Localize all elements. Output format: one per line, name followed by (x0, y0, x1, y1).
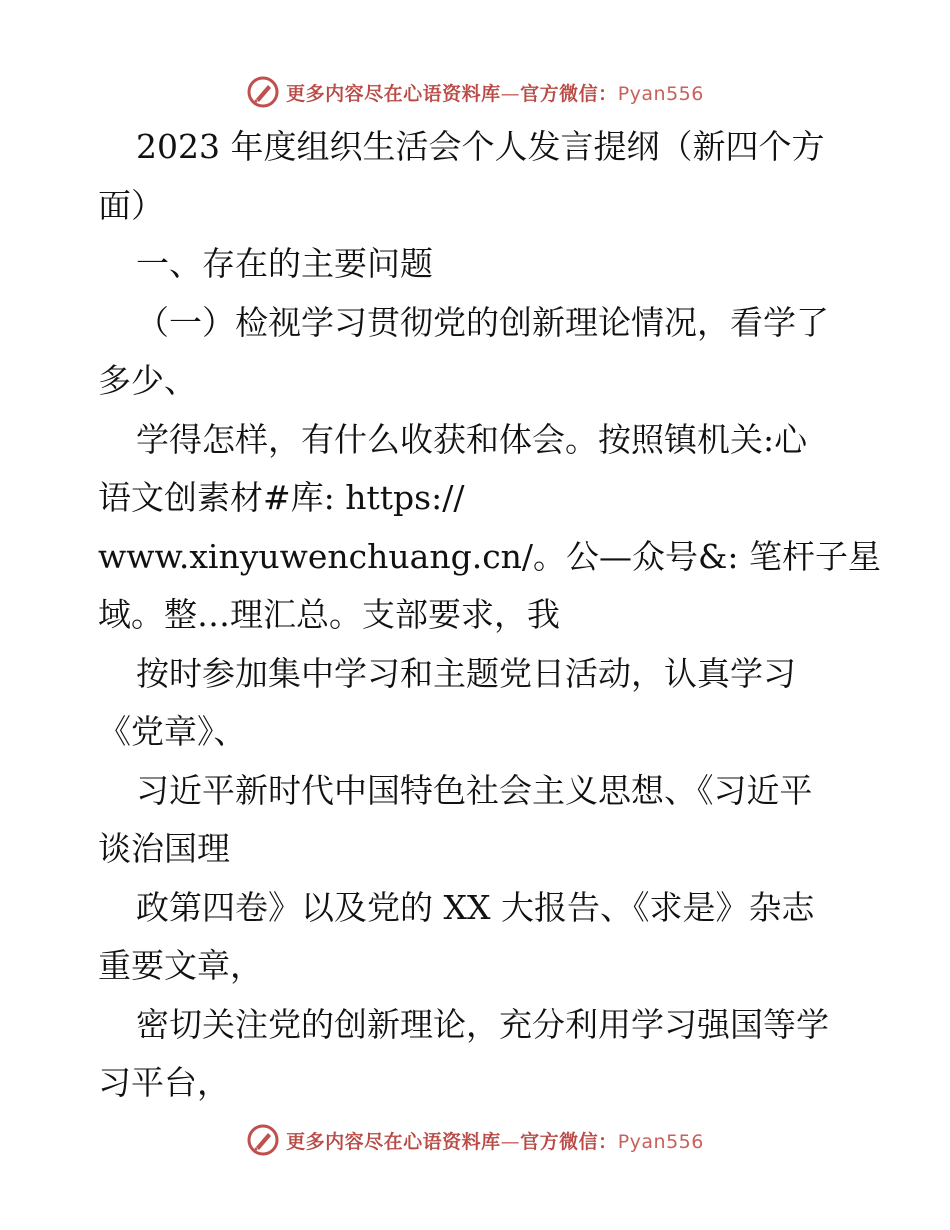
header-banner-account: Pyan556 (617, 82, 704, 105)
header-banner-main: 更多内容尽在心语资料库 (286, 82, 501, 105)
paragraph-line: 重要文章， (98, 946, 263, 985)
footer-banner-text (286, 1127, 704, 1154)
footer-banner-secondary: 官方微信： (520, 1130, 618, 1153)
header-banner (0, 70, 950, 114)
document-title-line-1: 2023 年度组织生活会个人发言提纲（新四个方 (136, 127, 825, 166)
document-title-line-2: 面） (98, 185, 164, 225)
footer-banner-account: Pyan556 (617, 1130, 704, 1153)
paragraph-line: 域。整…理汇总。支部要求，我 (98, 595, 560, 634)
paragraph-line: 学得怎样，有什么收获和体会。按照镇机关:心 (136, 419, 808, 459)
footer-banner-main: 更多内容尽在心语资料库 (286, 1130, 501, 1153)
paragraph-line: 习平台， (98, 1063, 230, 1102)
paragraph-line: 习近平新时代中国特色社会主义思想、《习近平 (136, 770, 813, 810)
paragraph-line: 《党章》、 (98, 712, 247, 751)
paragraph-line: 按时参加集中学习和主题党日活动，认真学习 (136, 653, 796, 693)
paragraph-line: 谈治国理 (98, 829, 230, 868)
paragraph-line: 密切关注党的创新理论，充分利用学习强国等学 (136, 1004, 829, 1044)
header-banner-dash: — (500, 82, 521, 105)
subsection-heading-line-1: （一）检视学习贯彻党的创新理论情况，看学了 (136, 302, 829, 342)
pen-logo-icon (246, 1123, 280, 1157)
header-banner-text (286, 79, 704, 106)
footer-banner-dash: — (500, 1130, 521, 1153)
header-banner-secondary: 官方微信： (520, 82, 618, 105)
section-heading: 一、存在的主要问题 (136, 244, 433, 283)
paragraph-line: www.xinyuwenchuang.cn/。公—众号&: 笔杆子星 (98, 536, 882, 576)
subsection-heading-line-2: 多少、 (98, 361, 197, 400)
paragraph-line: 语文创素材#库: https:// (98, 478, 465, 517)
footer-banner (0, 1118, 950, 1162)
paragraph-line: 政第四卷》以及党的 XX 大报告、《求是》杂志 (136, 887, 815, 927)
pen-logo-icon (246, 75, 280, 109)
document-body (98, 118, 882, 1113)
